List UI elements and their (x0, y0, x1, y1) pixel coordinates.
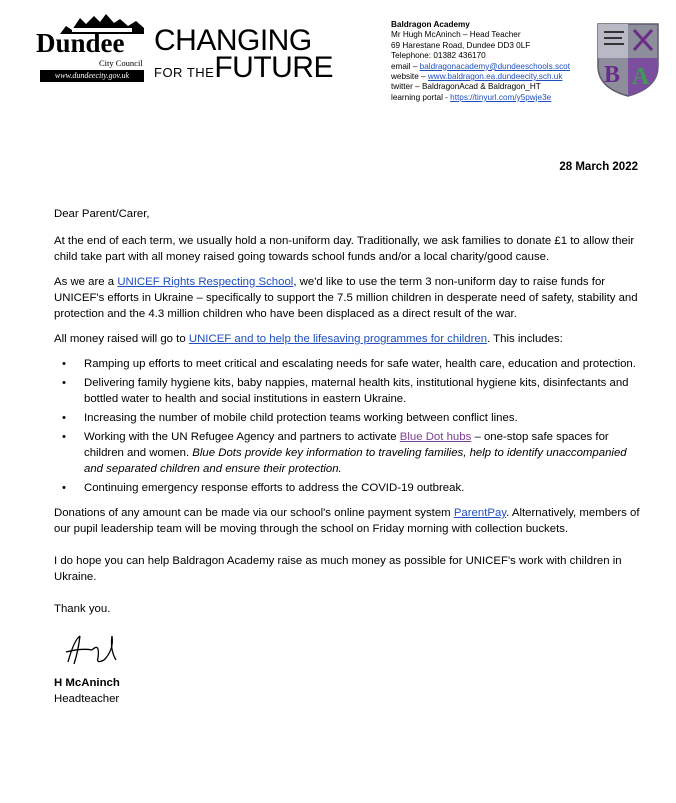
b4-before: Working with the UN Refugee Agency and partners to activate (84, 431, 400, 443)
list-item: • Ramping up efforts to meet critical and escalating needs for safe water, health care, education and protection. (54, 356, 644, 372)
council-url[interactable]: www.dundeecity.gov.uk (40, 70, 144, 82)
crest-letter-a: A (632, 64, 650, 90)
address-line: 69 Harestane Road, Dundee DD3 0LF (391, 40, 531, 50)
signature-icon (60, 630, 130, 670)
portal-link[interactable]: https://tinyurl.com/y5pwje3e (450, 92, 552, 102)
letterhead (0, 0, 676, 110)
paragraph-hope: I do hope you can help Baldragon Academy raise as much money as possible for UNICEF's work with children in Ukraine. (54, 555, 622, 583)
unicef-programmes-link[interactable]: UNICEF and to help the lifesaving programmes for children (188, 333, 488, 345)
p3-after: . This includes: (487, 333, 563, 345)
signer-name: H McAninch (54, 677, 120, 689)
head-teacher-line: Mr Hugh McAninch – Head Teacher (391, 30, 521, 40)
closing: Thank you. (54, 603, 111, 615)
portal-line (391, 93, 570, 103)
p4-after: . Alternatively, members of our pupil leadership team will be moving through the school on Friday morning with collection buckets. (54, 507, 640, 535)
website-prefix: website – (391, 72, 428, 82)
telephone-line: Telephone: 01382 436170 (391, 51, 486, 61)
portal-prefix: learning portal - (391, 92, 451, 102)
p4-before: Donations of any amount can be made via our school's online payment system (54, 507, 454, 519)
changing-the-future-logo (154, 26, 334, 86)
slogan-future: FUTURE (214, 51, 333, 84)
letter-date: 28 March 2022 (559, 161, 638, 173)
paragraph-unicef (54, 274, 644, 322)
p3-before: All money raised will go to (54, 333, 189, 345)
letter-body (54, 206, 644, 707)
blue-dot-hubs-link[interactable]: Blue Dot hubs (399, 431, 472, 443)
b4-italic: Blue Dots provide key information to traveling families, help to identify unaccompanied and separated children and ensure their protection. (84, 447, 627, 475)
slogan-line-2 (154, 53, 333, 88)
b4-after: – one-stop safe spaces for children and women. (84, 431, 609, 459)
paragraph-intro: At the end of each term, we usually hold a non-uniform day. Traditionally, we ask families to donate £1 to allow their child take part with all money raised going towards school funds and/or a local charity/good cause. (54, 235, 635, 263)
paragraph-money-raised (54, 331, 644, 347)
p2-after: , we'd like to use the term 3 non-uniform day to raise funds for UNICEF's efforts in Ukraine – specifically to support the 7.5 million children in desperate need of safety, stability and protection and the 4.3 million children who have been displaced as a direct result of the war. (54, 276, 638, 320)
city-council-wordmark: City Council (99, 58, 143, 68)
salutation: Dear Parent/Carer, (54, 208, 150, 220)
rights-respecting-school-link[interactable]: UNICEF Rights Respecting School (117, 276, 294, 288)
website-link[interactable]: www.baldragon.ea.dundeecity.sch.uk (427, 72, 563, 82)
email-line (391, 62, 570, 72)
email-prefix: email – (391, 61, 420, 71)
website-line (391, 72, 570, 82)
list-item: • Delivering family hygiene kits, baby nappies, maternal health kits, institutional hygiene kits, disinfectants and bottled water to health and social institutions in eastern Ukraine. (54, 375, 644, 407)
school-name: Baldragon Academy (391, 20, 470, 29)
twitter-line: twitter – BaldragonAcad & Baldragon_HT (391, 82, 541, 92)
slogan-line-1: CHANGING (154, 24, 312, 57)
parentpay-link[interactable]: ParentPay (453, 507, 507, 519)
school-crest-icon (596, 22, 660, 98)
dundee-city-council-logo (36, 12, 148, 82)
programme-list (54, 356, 644, 496)
school-contact-block (391, 20, 570, 103)
paragraph-donations (54, 505, 644, 537)
signer-title: Headteacher (54, 693, 120, 705)
list-item: • Continuing emergency response efforts to address the COVID-19 outbreak. (54, 480, 644, 496)
list-item (54, 429, 644, 477)
list-item: • Increasing the number of mobile child protection teams working between conflict lines. (54, 410, 644, 426)
crest-letter-b: B (604, 62, 621, 88)
email-link[interactable]: baldragonacademy@dundeeschools.scot (419, 61, 570, 71)
slogan-for-the: FOR THE (154, 65, 215, 80)
dundee-wordmark: Dundee (36, 28, 125, 58)
p2-before: As we are a (54, 276, 118, 288)
